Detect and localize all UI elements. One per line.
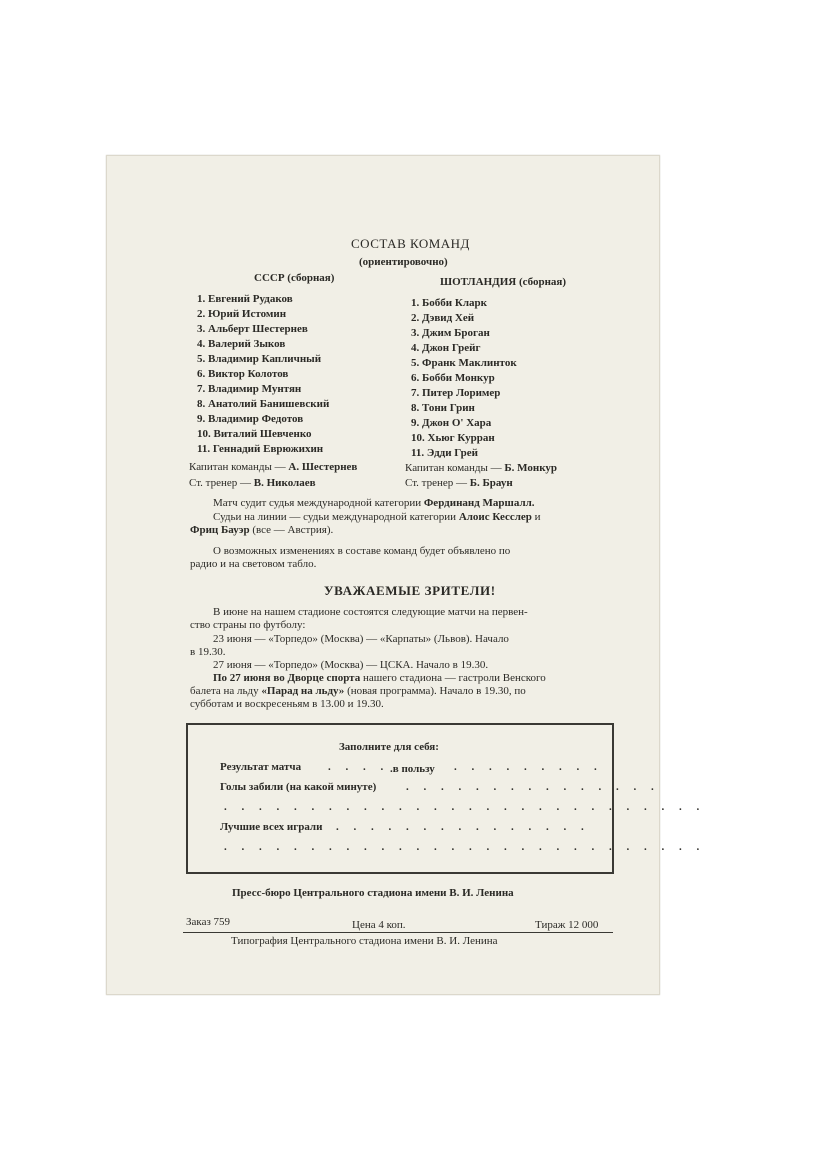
notice-line-1: О возможных изменениях в составе команд будет объявлено по [213,545,511,557]
team-right-roster [411,296,517,461]
print-run: Тираж 12 000 [535,919,599,931]
player-row: 3. Джим Броган [411,327,490,339]
ice-show-venue: По 27 июня во Дворце спорта [213,672,361,684]
ice-show-line-3: субботам и воскресеньям в 13.00 и 19.30. [190,698,384,710]
referee-line-1 [213,497,535,509]
team-right-captain [405,462,557,474]
team-left-coach [189,477,316,489]
player-row: 8. Анатолий Банишевский [197,398,330,410]
player-row: 8. Тони Грин [411,402,475,414]
team-right-name: ШОТЛАНДИЯ (сборная) [440,276,567,288]
player-row: 11. Геннадий Еврюжихин [197,443,324,455]
ice-show-line-1 [213,672,546,684]
press-bureau: Пресс-бюро Центрального стадиона имени В. И. Ленина [232,887,514,899]
ice-show-title: «Парад на льду» [261,685,345,697]
result-in-favor: .в пользу [390,763,435,775]
coach-name: В. Николаев [253,477,316,489]
result-score-dots: . . . . . . . . . [454,761,603,773]
referee-line-2 [213,511,541,523]
player-row: 1. Бобби Кларк [411,297,487,309]
referee-text: (все — Австрия). [252,524,334,536]
captain-name: Б. Монкур [504,462,558,474]
team-left-name: СССР (сборная) [254,272,335,284]
player-row: 3. Альберт Шестернев [197,323,308,335]
ice-show-text: (новая программа). Начало в 19.30, по [347,685,526,697]
lineup-subtitle: (ориентировочно) [359,256,448,268]
linesman-name: Алоис Кесслер [458,511,532,523]
box-border-left [186,725,188,872]
coach-name: Б. Браун [469,477,513,489]
captain-name: А. Шестернев [288,461,358,473]
match-1-line-1: 23 июня — «Торпедо» (Москва) — «Карпаты» (Львов). Начало [213,633,509,645]
player-row: 6. Бобби Монкур [411,372,495,384]
result-dots: . . . . [328,761,390,773]
coach-label: Ст. тренер — [405,477,468,489]
goals-dots: . . . . . . . . . . . . . . . [406,781,660,793]
player-row: 9. Владимир Федотов [197,413,304,425]
spectators-intro-2: ство страны по футболу: [190,619,306,631]
team-left-roster [197,292,329,457]
referee-line-3 [190,524,333,536]
player-row: 7. Питер Лоример [411,387,501,399]
notice-line-2: радио и на световом табло. [190,558,317,570]
referee-name: Фердинанд Маршалл. [423,497,535,509]
printer: Типография Центрального стадиона имени В. И. Ленина [231,935,498,947]
referee-text: и [534,511,541,523]
footer-rule [183,932,613,933]
lineup-title: СОСТАВ КОМАНД [351,236,470,251]
captain-label: Капитан команды — [189,461,286,473]
order-number: Заказ 759 [186,916,231,928]
player-row: 11. Эдди Грей [411,447,478,459]
referee-text: Матч судит судья международной категории [213,497,422,509]
player-row: 2. Дэвид Хей [411,312,475,324]
goals-dots-line-2: . . . . . . . . . . . . . . . . . . . . . . . . . . . . [224,801,706,813]
coach-label: Ст. тренер — [189,477,252,489]
ice-show-text: балета на льду [190,685,259,697]
ice-show-text: нашего стадиона — гастроли Венского [362,672,546,684]
best-players-dots-line-2: . . . . . . . . . . . . . . . . . . . . . . . . . . . . [224,841,706,853]
best-players-dots: . . . . . . . . . . . . . . . [336,821,590,833]
program-page [106,155,706,995]
player-row: 10. Виталий Шевченко [197,428,312,440]
price: Цена 4 коп. [352,919,406,931]
match-2: 27 июня — «Торпедо» (Москва) — ЦСКА. Начало в 19.30. [213,659,489,671]
player-row: 4. Валерий Зыков [197,338,286,350]
spectators-title: УВАЖАЕМЫЕ ЗРИТЕЛИ! [324,583,496,598]
player-row: 4. Джон Грейг [411,342,481,354]
player-row: 6. Виктор Колотов [197,368,289,380]
match-1-line-2: в 19.30. [190,646,226,658]
player-row: 9. Джон О' Хара [411,417,492,429]
fill-in-title: Заполните для себя: [339,741,439,753]
player-row: 5. Франк Маклинток [411,357,517,369]
fill-in-box [186,723,706,874]
best-players-label: Лучшие всех играли [220,821,323,833]
player-row: 1. Евгений Рудаков [197,293,293,305]
goals-label: Голы забили (на какой минуте) [220,781,377,793]
spectators-intro-1: В июне на нашем стадионе состоятся следующие матчи на первен- [213,606,528,618]
team-left-captain [189,461,357,473]
captain-label: Капитан команды — [405,462,502,474]
result-label: Результат матча [220,761,302,773]
player-row: 2. Юрий Истомин [197,308,287,320]
linesman-name: Фриц Бауэр [190,524,250,536]
player-row: 10. Хьюг Курран [411,432,495,444]
team-right-coach [405,477,513,489]
ice-show-line-2 [190,685,526,697]
player-row: 7. Владимир Мунтян [197,383,302,395]
referee-text: Судьи на линии — судьи международной категории [213,511,457,523]
player-row: 5. Владимир Капличный [197,353,322,365]
